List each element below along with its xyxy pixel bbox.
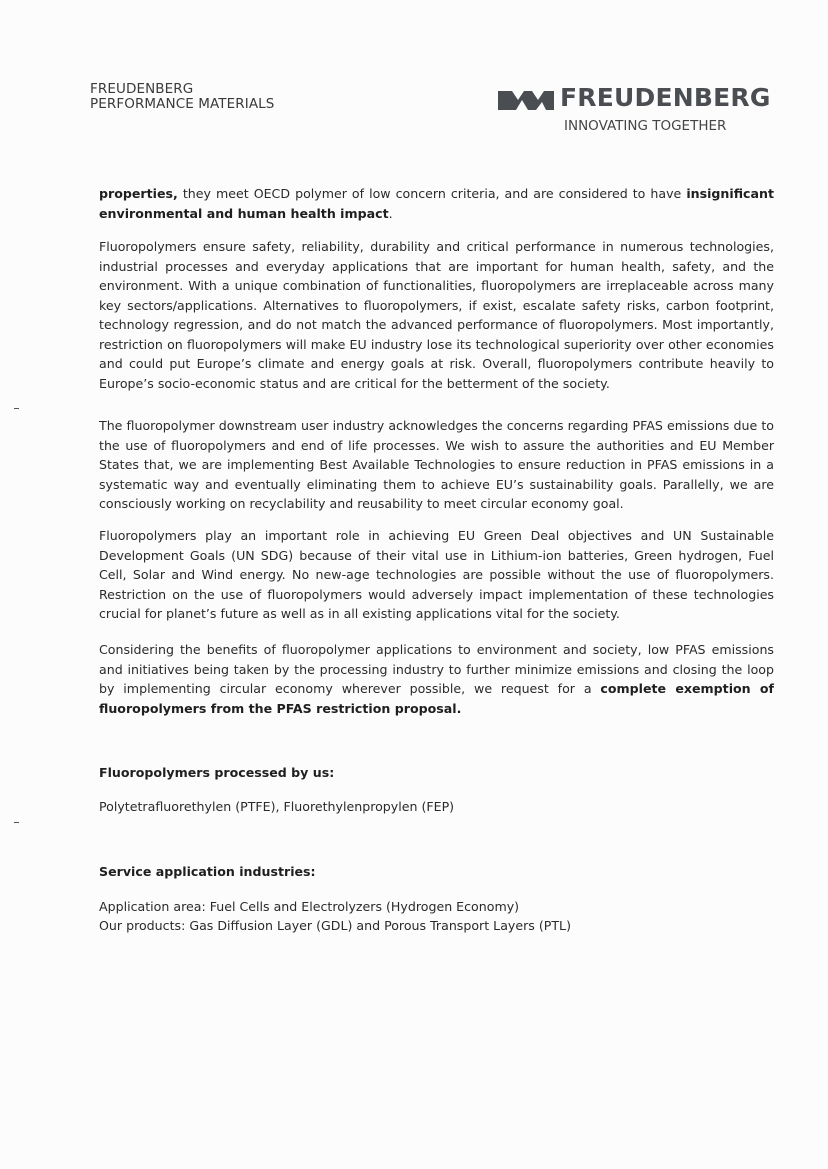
freudenberg-logo-mark-icon: [498, 88, 554, 110]
application-area-line: Application area: Fuel Cells and Electrolyzers (Hydrogen Economy): [99, 899, 520, 914]
freudenberg-logo: [498, 84, 778, 136]
processed-fluoropolymers-heading: Fluoropolymers processed by us:: [99, 765, 335, 780]
paragraph-5-bold: complete exemption of fluoropolymers from the PFAS restriction proposal.: [99, 681, 775, 716]
paragraph-1-text: they meet OECD polymer of low concern criteria, and are considered to have: [177, 186, 687, 201]
products-line: Our products: Gas Diffusion Layer (GDL) and Porous Transport Layers (PTL): [99, 918, 571, 933]
paragraph-3: [99, 416, 774, 514]
margin-mark: [14, 822, 19, 823]
paragraph-4: [99, 526, 774, 624]
paragraph-1: [99, 184, 774, 223]
paragraph-4-text: Fluoropolymers play an important role in achieving EU Green Deal objectives and UN Sustainable Development Goals (UN SDG) because of their vital use in Lithium-ion batteries, Green hydrogen, Fuel Cell, Solar and Wind energy. No new-age technologies are possible without the use of fluoropolymers. Restriction on the use of fluoropolymers would adversely impact implementation of these technologies crucial for planet’s future as well as in all existing applications vital for the society.: [99, 528, 774, 621]
service-industries-heading: Service application industries:: [99, 864, 316, 879]
paragraph-1-period: .: [388, 205, 393, 221]
company-name-line2: PERFORMANCE MATERIALS: [90, 96, 275, 112]
paragraph-1-bold-end: insignificant environmental and human health impact: [99, 186, 774, 221]
processed-fluoropolymers-list: Polytetrafluorethylen (PTFE), Fluorethylenpropylen (FEP): [99, 799, 455, 814]
paragraph-2: [99, 237, 774, 393]
company-division-name: [90, 82, 274, 112]
logo-tagline: INNOVATING TOGETHER: [564, 118, 727, 134]
company-name-line1: FREUDENBERG: [90, 81, 194, 97]
paragraph-1-bold-start: properties,: [99, 186, 178, 201]
paragraph-5-text: Considering the benefits of fluoropolymer applications to environment and society, low PFAS emissions and initiatives being taken by the processing industry to further minimize emissions and closing the loop by implementing circular economy wherever possible, we request for a: [99, 642, 774, 696]
margin-mark: [14, 408, 19, 409]
paragraph-3-text: The fluoropolymer downstream user industry acknowledges the concerns regarding PFAS emissions due to the use of fluoropolymers and end of life processes. We wish to assure the authorities and EU Member States that, we are implementing Best Available Technologies to ensure reduction in PFAS emissions in a systematic way and eventually eliminating them to achieve EU’s sustainability goals. Parallelly, we are consciously working on recyclability and reusability to meet circular economy goal.: [99, 418, 774, 511]
logo-wordmark: FREUDENBERG: [560, 83, 771, 112]
paragraph-2-text: Fluoropolymers ensure safety, reliability, durability and critical performance in numerous technologies, industrial processes and everyday applications that are important for human health, safety, and the environment. With a unique combination of functionalities, fluoropolymers are irreplaceable across many key sectors/applications. Alternatives to fluoropolymers, if exist, escalate safety risks, carbon footprint, technology regression, and do not match the advanced performance of fluoropolymers. Most importantly, restriction on fluoropolymers will make EU industry lose its technological superiority over other economies and could put Europe’s climate and energy goals at risk. Overall, fluoropolymers contribute heavily to Europe’s socio-economic status and are critical for the betterment of the society.: [99, 239, 774, 391]
paragraph-5: [99, 640, 774, 718]
